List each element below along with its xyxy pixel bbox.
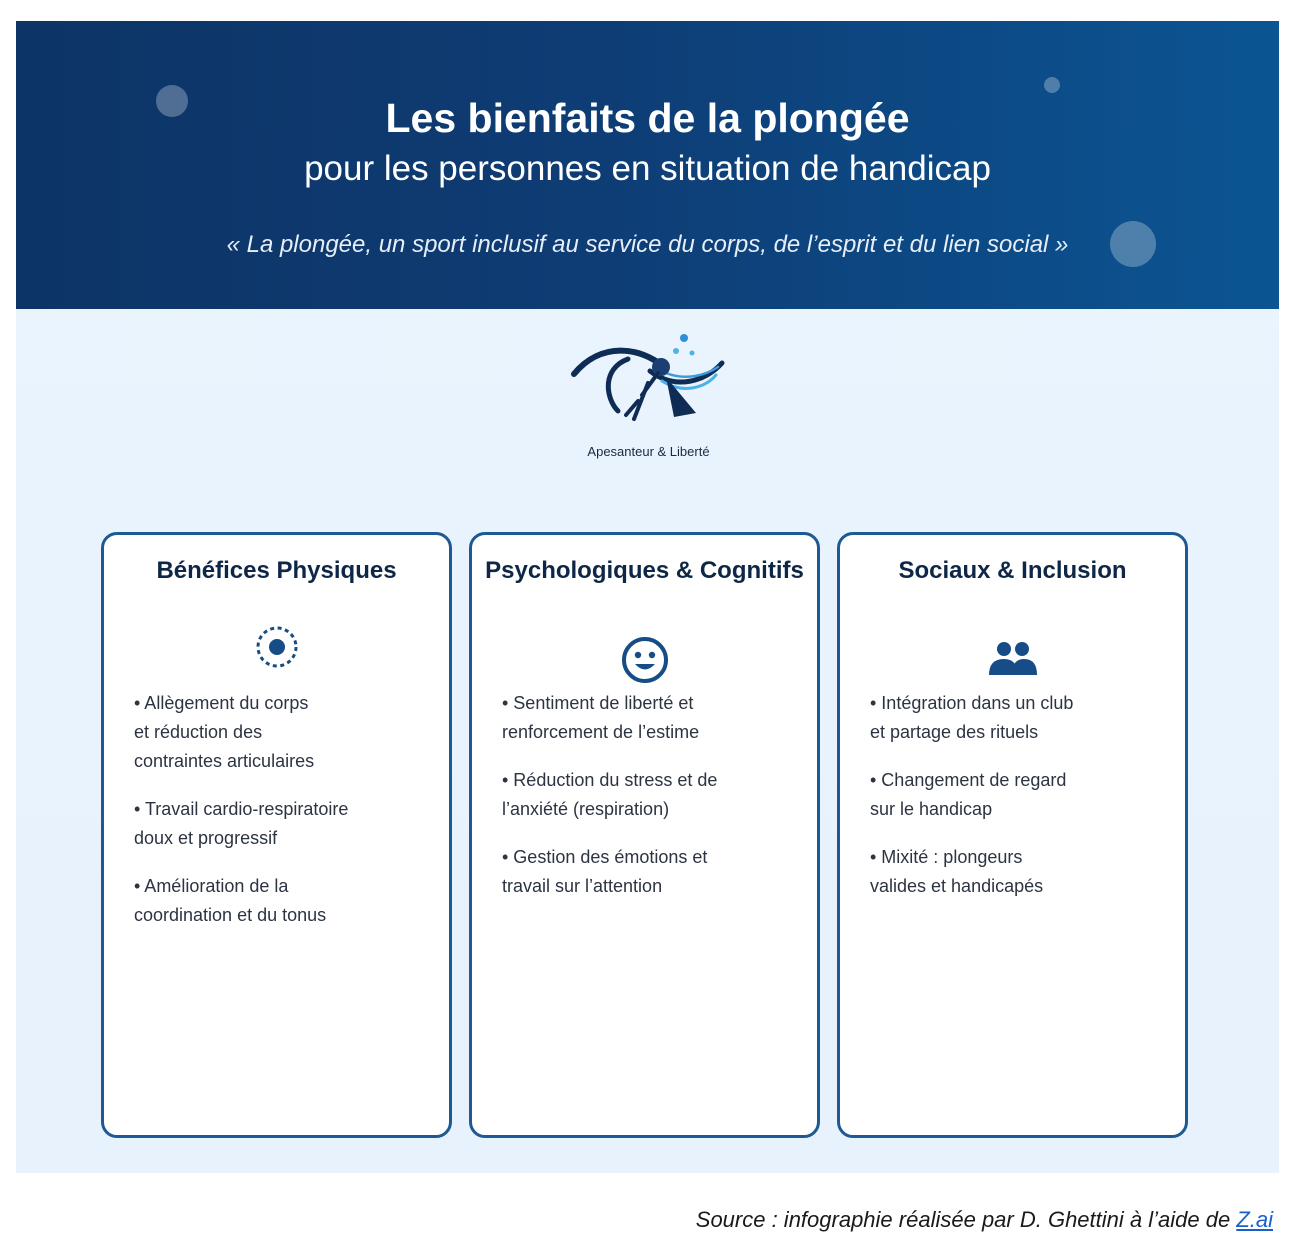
page-subtitle: pour les personnes en situation de handicap: [304, 149, 991, 188]
list-item: • Changement de regard sur le handicap: [870, 770, 1067, 819]
list-item: • Mixité : plongeurs valides et handicapés: [870, 847, 1044, 896]
list-item: • Allègement du corps et réduction des contraintes articulaires: [134, 693, 315, 771]
card-psychological: [469, 532, 820, 1138]
source-text: Source : infographie réalisée par D. Ghettini à l’aide de: [695, 1207, 1237, 1232]
card-list: [502, 689, 802, 920]
source-link[interactable]: Z.ai: [1236, 1207, 1273, 1232]
card-list: [134, 689, 434, 949]
logo: [566, 329, 731, 459]
header-banner: [16, 21, 1279, 309]
list-item: • Gestion des émotions et travail sur l’attention: [502, 847, 708, 896]
people-icon: [840, 639, 1185, 684]
smiley-icon: [472, 635, 817, 690]
bubble-decoration: [1044, 77, 1060, 93]
diver-icon: [566, 329, 731, 439]
infographic: [16, 21, 1279, 1173]
card-physical-benefits: [101, 532, 452, 1138]
card-title: Bénéfices Physiques: [156, 557, 397, 584]
list-item: • Intégration dans un club et partage des rituels: [870, 693, 1074, 742]
page-title: Les bienfaits de la plongée: [385, 95, 910, 141]
tagline: « La plongée, un sport inclusif au service du corps, de l’esprit et du lien social »: [226, 231, 1069, 258]
logo-caption: Apesanteur & Liberté: [587, 444, 710, 459]
card-social-inclusion: [837, 532, 1188, 1138]
target-icon: [104, 625, 449, 674]
card-title: Psychologiques & Cognitifs: [485, 557, 804, 584]
card-list: [870, 689, 1170, 920]
list-item: • Réduction du stress et de l’anxiété (respiration): [502, 770, 718, 819]
source-credit: [696, 1207, 1273, 1233]
list-item: • Travail cardio-respiratoire doux et progressif: [134, 799, 349, 848]
list-item: • Sentiment de liberté et renforcement de l’estime: [502, 693, 700, 742]
card-title: Sociaux & Inclusion: [898, 557, 1127, 584]
list-item: • Amélioration de la coordination et du tonus: [134, 876, 327, 925]
